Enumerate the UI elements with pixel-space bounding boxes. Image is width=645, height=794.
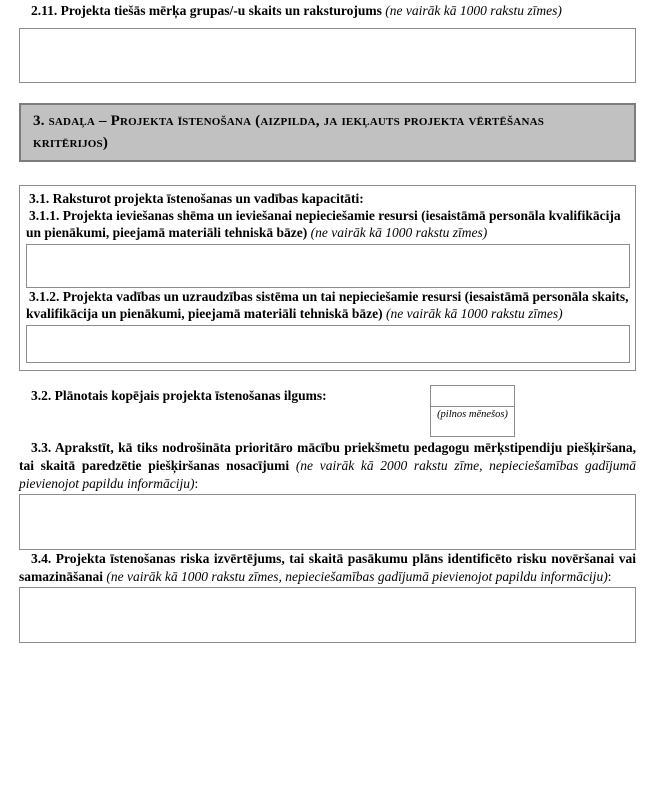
para-3-2-label: 3.2. Plānotais kopējais projekta īstenošanas ilgums: bbox=[31, 388, 327, 403]
duration-unit-caption-text: (pilnos mēnešos) bbox=[437, 409, 508, 420]
section-3-header bbox=[19, 103, 636, 162]
para-3-1-2 bbox=[26, 288, 630, 322]
input-box-3-1-2[interactable] bbox=[26, 325, 630, 363]
para-3-1-1-note: (ne vairāk kā 1000 rakstu zīmes) bbox=[310, 225, 488, 240]
para-3-1-2-note: (ne vairāk kā 1000 rakstu zīmes) bbox=[386, 306, 563, 321]
para-3-3-colon: : bbox=[194, 476, 199, 491]
para-3-4-note: (ne vairāk kā 1000 rakstu zīmes, nepieciešamības gadījumā pievienojot papildu informāciju) bbox=[106, 569, 608, 584]
duration-unit-caption bbox=[431, 407, 514, 436]
para-3-1-2-label: 3.1.2. Projekta vadības un uzraudzības sistēma un tai nepieciešamie resursi (iesaistāmā personāla skaits, kvalifikācija un pienākumi, pieejamā materiāli tehniskā bāze) bbox=[26, 289, 629, 321]
para-3-4-colon: : bbox=[607, 569, 612, 584]
section-3-2-row bbox=[19, 387, 636, 439]
para-2-11-label: 2.11. Projekta tiešās mērķa grupas/-u skaits un raksturojums bbox=[31, 3, 386, 18]
para-3-4 bbox=[19, 550, 636, 586]
para-3-3-note: (ne vairāk kā 2000 rakstu zīme, nepieciešamības gadījumā pievienojot papildu informāciju) bbox=[19, 458, 636, 491]
section-3-1-group bbox=[19, 185, 636, 371]
para-3-1 bbox=[26, 190, 630, 207]
para-3-3-label: 3.3. Aprakstīt, kā tiks nodrošināta prioritāro mācību priekšmetu pedagogu mērķstipendiju piešķiršana, tai skaitā paredzētie piešķiršanas nosacījumi bbox=[19, 440, 636, 473]
para-3-3 bbox=[19, 439, 636, 493]
para-3-4-label: 3.4. Projekta īstenošanas riska izvērtējums, tai skaitā pasākumu plāns identificēto risku novēršanai vai samazināšanai bbox=[19, 551, 636, 584]
input-box-3-4[interactable] bbox=[19, 587, 636, 643]
input-box-3-3[interactable] bbox=[19, 494, 636, 550]
section-3-header-text: 3. sadaļa – Projekta īstenošana (aizpilda, ja iekļauts projekta vērtēšanas kritērijos) bbox=[33, 113, 545, 151]
para-2-11-note: (ne vairāk kā 1000 rakstu zīmes) bbox=[385, 3, 562, 18]
input-box-3-1-1[interactable] bbox=[26, 244, 630, 288]
para-3-1-label: 3.1. Raksturot projekta īstenošanas un vadības kapacitāti: bbox=[29, 191, 364, 206]
duration-table bbox=[430, 385, 515, 437]
para-3-1-1-label: 3.1.1. Projekta ieviešanas shēma un ieviešanai nepieciešamie resursi (iesaistāmā personāla kvalifikācija un pienākumi, pieejamā materiāli tehniskā bāze) bbox=[26, 208, 621, 240]
para-2-11 bbox=[19, 2, 636, 20]
input-box-2-11[interactable] bbox=[19, 28, 636, 83]
para-3-1-1 bbox=[26, 207, 630, 241]
para-3-2 bbox=[19, 387, 636, 405]
duration-input-cell[interactable] bbox=[431, 386, 514, 407]
